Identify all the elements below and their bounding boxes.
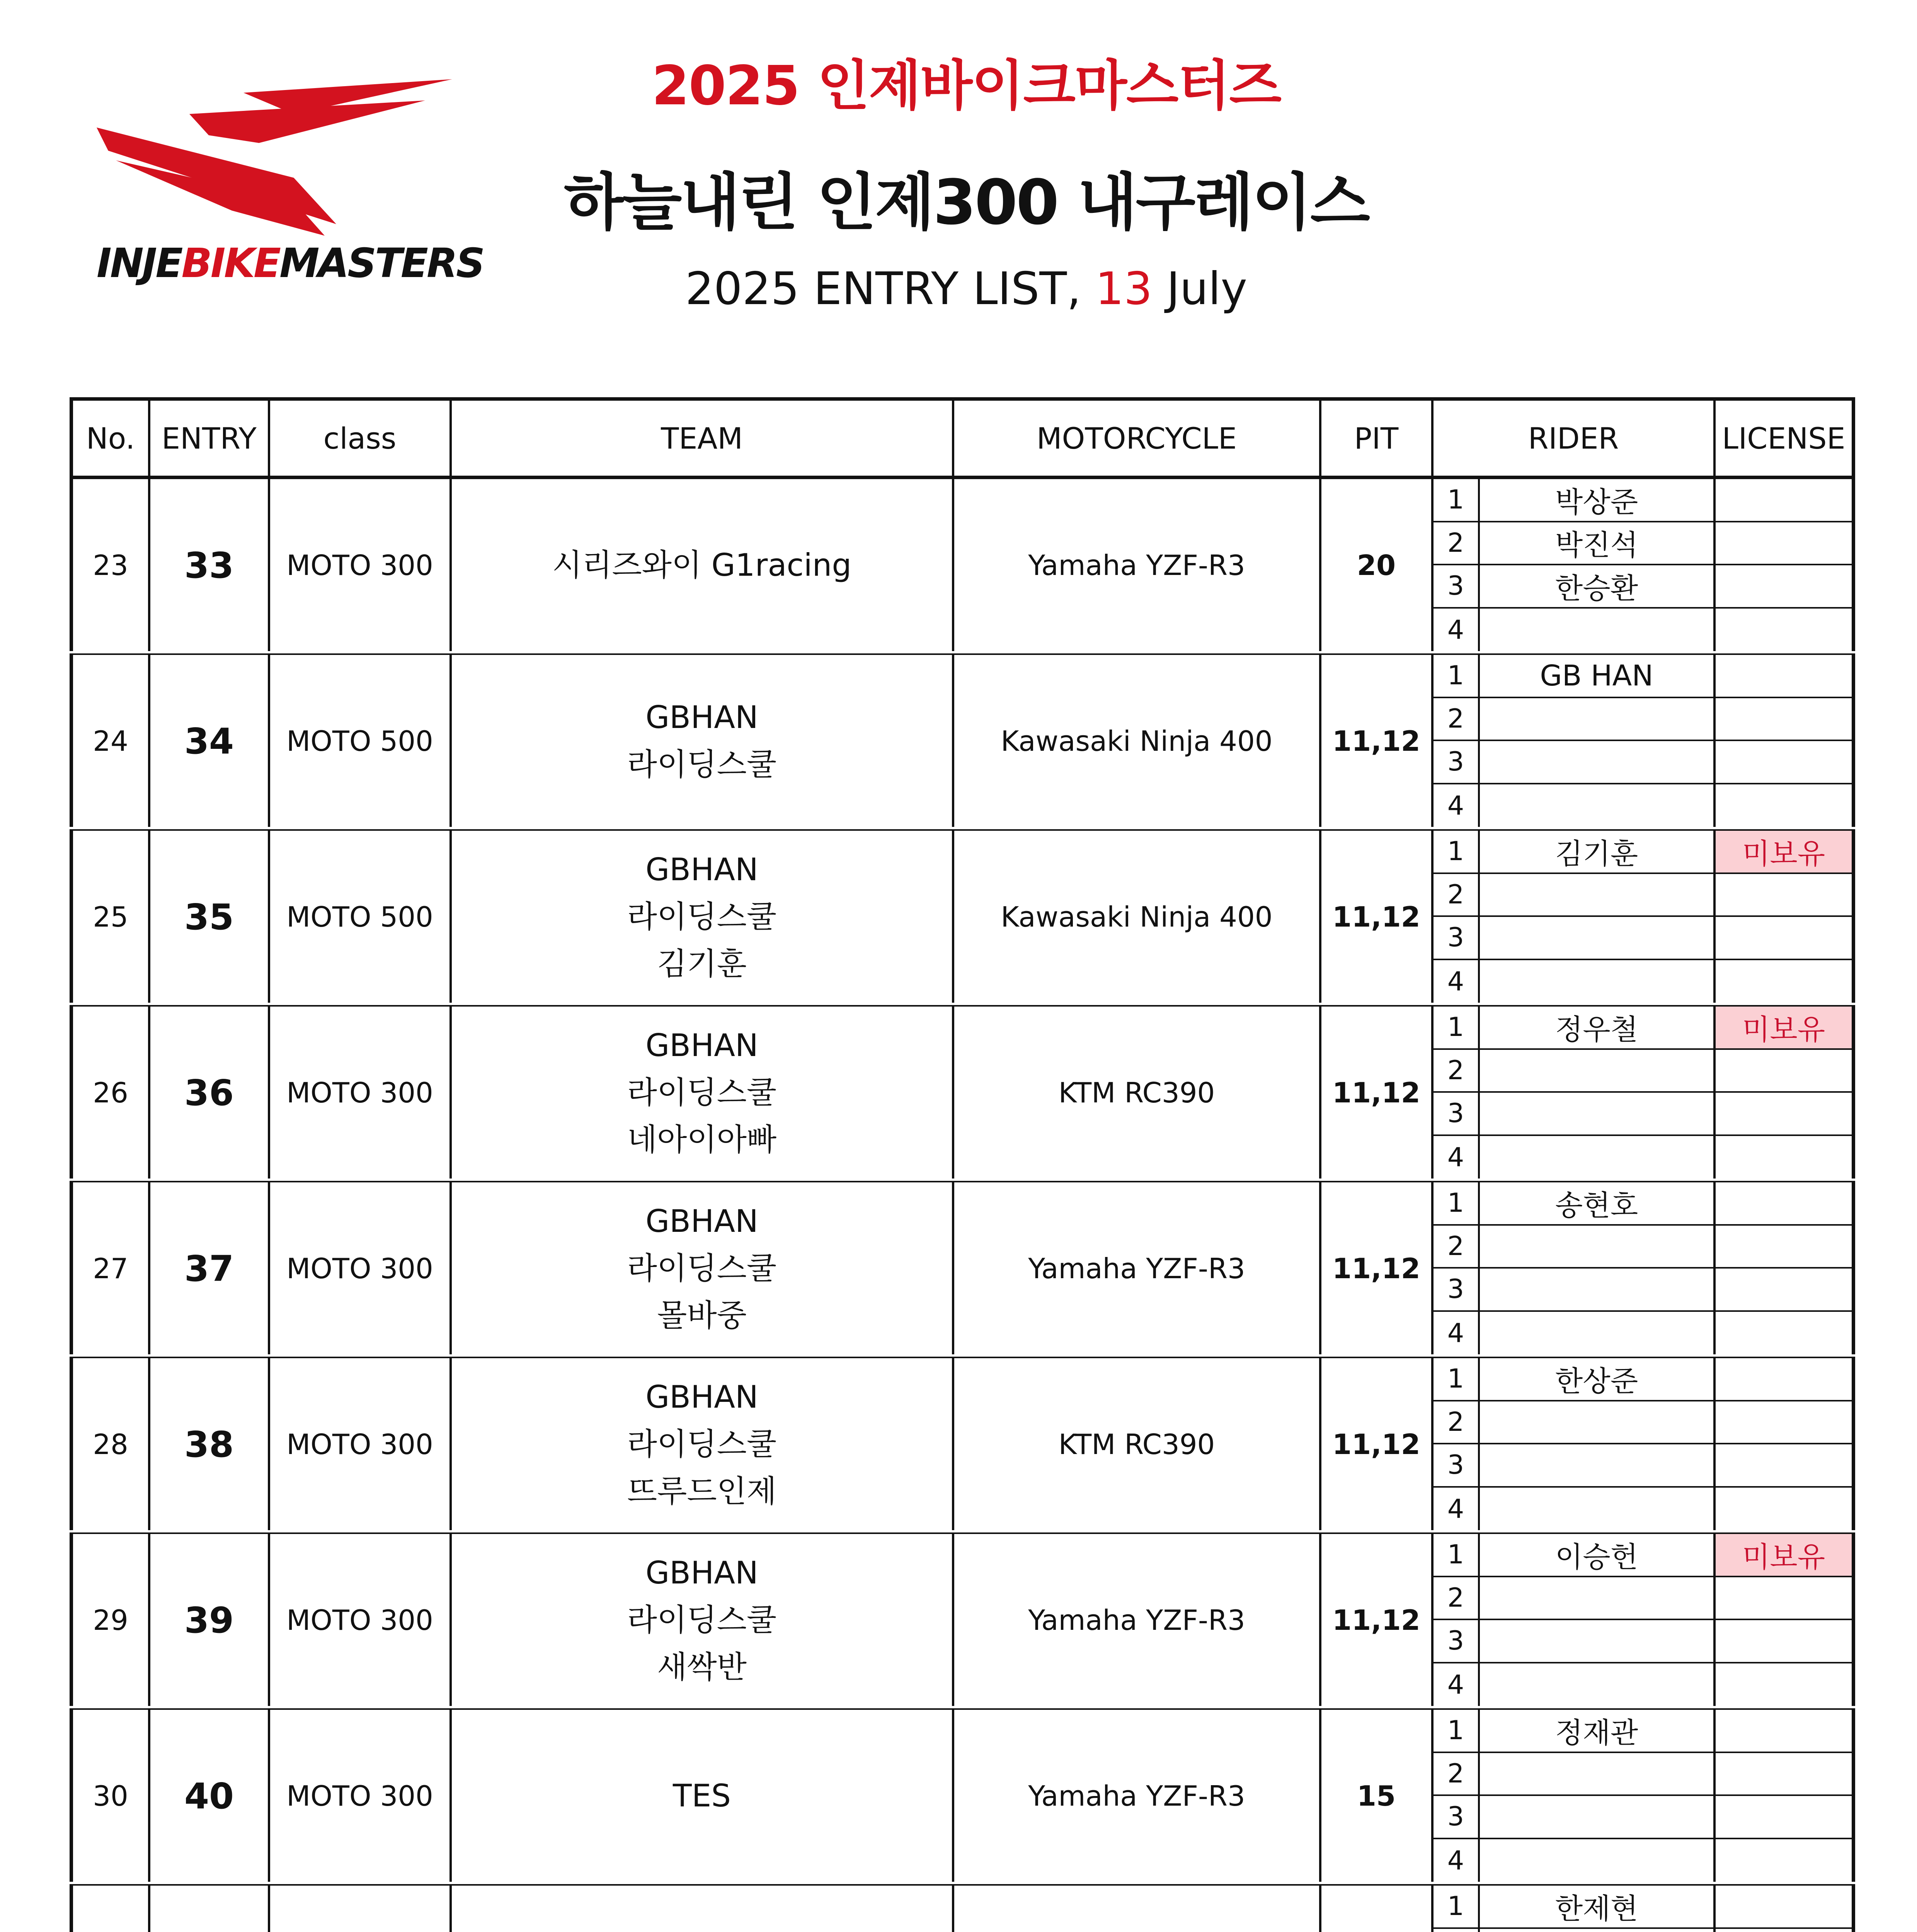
license-status [1716, 698, 1852, 740]
team-line: 라이딩스쿨 [627, 1250, 777, 1286]
rider-number: 3 [1433, 741, 1480, 783]
cell-class: MOTO 300 [270, 1007, 452, 1179]
cell-entry: 39 [150, 1534, 270, 1706]
cell-no: 25 [73, 831, 150, 1003]
table-row [70, 1534, 1855, 1710]
rider-row [1433, 1269, 1852, 1312]
rider-row [1433, 1620, 1852, 1663]
rider-number: 4 [1433, 960, 1480, 1003]
rider-row [1433, 1444, 1852, 1488]
rider-name [1480, 784, 1716, 828]
rider-row [1433, 1093, 1852, 1136]
rider-name [1480, 1226, 1716, 1267]
license-status [1716, 1710, 1852, 1752]
license-status [1716, 1226, 1852, 1267]
license-status [1716, 874, 1852, 916]
cell-pit: 11,12 [1321, 655, 1433, 827]
team-line: 몰바중 [657, 1298, 747, 1333]
logo-stripes-icon [93, 77, 464, 247]
cell-team [452, 1534, 954, 1706]
rider-name [1480, 960, 1716, 1003]
license-status: 미보유 [1716, 1007, 1852, 1048]
rider-row [1433, 1488, 1852, 1531]
license-status [1716, 1358, 1852, 1400]
rider-number: 3 [1433, 1444, 1480, 1486]
rider-name [1480, 1620, 1716, 1662]
injebikemasters-logo [93, 77, 484, 294]
rider-name [1480, 1577, 1716, 1619]
license-status [1716, 1929, 1852, 1932]
rider-number: 3 [1433, 1620, 1480, 1662]
cell-class: MOTO 500 [270, 831, 452, 1003]
rider-list [1433, 1182, 1852, 1355]
rider-row [1433, 741, 1852, 784]
rider-list [1433, 655, 1852, 827]
table-row [70, 1886, 1855, 1932]
rider-number: 4 [1433, 1312, 1480, 1355]
rider-row [1433, 1753, 1852, 1796]
team-line: 김기훈 [657, 946, 747, 982]
cell-class: MOTO 300 [270, 1710, 452, 1882]
rider-row [1433, 565, 1852, 609]
license-status [1716, 1136, 1852, 1179]
table-header [70, 397, 1855, 479]
table-row [70, 1710, 1855, 1886]
rider-number: 4 [1433, 784, 1480, 828]
team-line: GBHAN [645, 1555, 758, 1591]
cell-team [452, 1886, 954, 1932]
cell-no: 26 [73, 1007, 150, 1179]
entry-day: 13 [1095, 263, 1153, 315]
rider-name [1480, 609, 1716, 652]
col-no: No. [73, 401, 150, 476]
cell-class: MOTO 300 [270, 1534, 452, 1706]
rider-row [1433, 1534, 1852, 1577]
cell-motorcycle: Yamaha YZF-R3 [954, 479, 1321, 651]
rider-list [1433, 479, 1852, 651]
cell-class: MOTO 300 [270, 1182, 452, 1355]
license-status [1716, 522, 1852, 564]
license-status [1716, 479, 1852, 521]
cell-pit: 11,12 [1321, 1007, 1433, 1179]
rider-number: 1 [1433, 1710, 1480, 1752]
rider-number: 3 [1433, 917, 1480, 959]
rider-number: 3 [1433, 1269, 1480, 1310]
rider-row [1433, 874, 1852, 917]
cell-motorcycle: Yamaha YZF-R3 [954, 1534, 1321, 1706]
rider-row [1433, 831, 1852, 874]
rider-list [1433, 1007, 1852, 1179]
rider-name [1480, 1663, 1716, 1707]
rider-number: 2 [1433, 1401, 1480, 1443]
rider-row [1433, 1401, 1852, 1445]
license-status [1716, 1620, 1852, 1662]
rider-number: 1 [1433, 1358, 1480, 1400]
cell-entry [150, 1886, 270, 1932]
rider-name [1480, 1796, 1716, 1838]
cell-entry: 37 [150, 1182, 270, 1355]
col-rider: RIDER [1433, 401, 1716, 476]
cell-motorcycle: KTM RC390 [954, 1358, 1321, 1531]
license-status [1716, 1093, 1852, 1134]
license-status [1716, 1796, 1852, 1838]
entry-list-title: 2025 ENTRY LIST, 13 July [685, 263, 1248, 315]
rider-number: 2 [1433, 1753, 1480, 1795]
team-line: 라이딩스쿨 [627, 1602, 777, 1638]
event-title: 2025 인제바이크마스터즈 [652, 54, 1281, 117]
rider-row [1433, 1050, 1852, 1093]
cell-entry: 38 [150, 1358, 270, 1531]
logo-wordmark: INJEBIKEMASTERS [97, 240, 484, 287]
license-status: 미보유 [1716, 831, 1852, 872]
rider-name [1480, 874, 1716, 916]
cell-pit: 20 [1321, 479, 1433, 651]
rider-row [1433, 1839, 1852, 1883]
rider-row [1433, 1577, 1852, 1621]
license-status [1716, 1401, 1852, 1443]
rider-list [1433, 831, 1852, 1003]
rider-number: 4 [1433, 1136, 1480, 1179]
rider-number: 4 [1433, 1488, 1480, 1531]
cell-no: 24 [73, 655, 150, 827]
team-line: GBHAN [645, 699, 758, 735]
team-line: 라이딩스쿨 [627, 747, 777, 782]
rider-row [1433, 1182, 1852, 1226]
rider-list [1433, 1710, 1852, 1882]
license-status [1716, 1488, 1852, 1531]
rider-name [1480, 1050, 1716, 1092]
cell-no: 28 [73, 1358, 150, 1531]
rider-name: 송현호 [1480, 1182, 1716, 1224]
cell-no: 27 [73, 1182, 150, 1355]
table-row [70, 655, 1855, 831]
license-status [1716, 1269, 1852, 1310]
rider-row [1433, 1663, 1852, 1707]
col-team: TEAM [452, 401, 954, 476]
rider-name: 정재관 [1480, 1710, 1716, 1752]
rider-row [1433, 609, 1852, 652]
rider-name: 박진석 [1480, 522, 1716, 564]
rider-number: 2 [1433, 1577, 1480, 1619]
license-status [1716, 917, 1852, 959]
rider-number: 1 [1433, 1007, 1480, 1048]
rider-name [1480, 1269, 1716, 1310]
rider-name: 한상준 [1480, 1358, 1716, 1400]
rider-number: 2 [1433, 1226, 1480, 1267]
cell-motorcycle: Kawasaki Ninja 400 [954, 655, 1321, 827]
table-row [70, 1182, 1855, 1358]
cell-team [452, 1182, 954, 1355]
rider-number: 2 [1433, 874, 1480, 916]
table-row [70, 1358, 1855, 1534]
cell-pit: 11,12 [1321, 831, 1433, 1003]
rider-row [1433, 1929, 1852, 1932]
rider-row [1433, 960, 1852, 1003]
cell-pit: 11,12 [1321, 1182, 1433, 1355]
col-pit: PIT [1321, 401, 1433, 476]
cell-team [452, 1007, 954, 1179]
rider-number: 3 [1433, 1796, 1480, 1838]
table-row [70, 831, 1855, 1007]
license-status [1716, 565, 1852, 607]
cell-pit [1321, 1886, 1433, 1932]
rider-number: 2 [1433, 522, 1480, 564]
rider-name [1480, 1753, 1716, 1795]
cell-no: 23 [73, 479, 150, 651]
cell-entry: 36 [150, 1007, 270, 1179]
license-status [1716, 1312, 1852, 1355]
table-row [70, 479, 1855, 655]
cell-entry: 34 [150, 655, 270, 827]
rider-number: 1 [1433, 1886, 1480, 1927]
rider-name: GB HAN [1480, 655, 1716, 697]
cell-team [452, 1710, 954, 1882]
license-status [1716, 784, 1852, 828]
rider-row [1433, 1312, 1852, 1355]
rider-row [1433, 1358, 1852, 1401]
col-entry: ENTRY [150, 401, 270, 476]
team-line: GBHAN [645, 1027, 758, 1063]
rider-name [1480, 1312, 1716, 1355]
cell-team [452, 479, 954, 651]
team-line: TES [672, 1778, 731, 1814]
rider-name: 한제현 [1480, 1886, 1716, 1927]
rider-row [1433, 784, 1852, 828]
rider-list [1433, 1534, 1852, 1706]
license-status [1716, 960, 1852, 1003]
rider-number: 4 [1433, 609, 1480, 652]
rider-row [1433, 1796, 1852, 1839]
team-line: 시리즈와이 G1racing [552, 547, 852, 583]
license-status [1716, 1182, 1852, 1224]
cell-motorcycle: Yamaha YZF-R3 [954, 1182, 1321, 1355]
cell-entry: 33 [150, 479, 270, 651]
rider-number: 1 [1433, 479, 1480, 521]
cell-pit: 11,12 [1321, 1358, 1433, 1531]
cell-motorcycle: KTM RC390 [954, 1007, 1321, 1179]
team-line: GBHAN [645, 1203, 758, 1239]
race-title: 하늘내린 인제300 내구레이스 [564, 166, 1369, 238]
rider-name: 한승환 [1480, 565, 1716, 607]
rider-name [1480, 1401, 1716, 1443]
rider-name: 박상준 [1480, 479, 1716, 521]
rider-number: 4 [1433, 1839, 1480, 1883]
cell-entry: 40 [150, 1710, 270, 1882]
rider-row [1433, 1226, 1852, 1269]
license-status [1716, 1839, 1852, 1883]
rider-name [1480, 1444, 1716, 1486]
license-status [1716, 609, 1852, 652]
cell-class: MOTO 300 [270, 1358, 452, 1531]
cell-no: 30 [73, 1710, 150, 1882]
license-status [1716, 655, 1852, 697]
cell-motorcycle: Yamaha YZF-R3 [954, 1710, 1321, 1882]
rider-number: 3 [1433, 565, 1480, 607]
license-status [1716, 1050, 1852, 1092]
license-status: 미보유 [1716, 1534, 1852, 1576]
team-line: 라이딩스쿨 [627, 1426, 777, 1462]
license-status [1716, 1663, 1852, 1707]
rider-row [1433, 1007, 1852, 1050]
cell-team [452, 831, 954, 1003]
table-row [70, 1007, 1855, 1182]
cell-class: MOTO 500 [270, 655, 452, 827]
cell-class [270, 1886, 452, 1932]
rider-row [1433, 1886, 1852, 1929]
license-status [1716, 1444, 1852, 1486]
rider-row [1433, 1710, 1852, 1753]
license-status [1716, 1577, 1852, 1619]
rider-number: 2 [1433, 698, 1480, 740]
cell-entry: 35 [150, 831, 270, 1003]
license-status [1716, 741, 1852, 783]
rider-row [1433, 479, 1852, 522]
entry-table [70, 397, 1855, 1932]
team-line: GBHAN [645, 852, 758, 888]
cell-pit: 15 [1321, 1710, 1433, 1882]
team-line: 네아이아빠 [627, 1122, 777, 1158]
cell-team [452, 655, 954, 827]
cell-class: MOTO 300 [270, 479, 452, 651]
cell-pit: 11,12 [1321, 1534, 1433, 1706]
cell-motorcycle [954, 1886, 1321, 1932]
col-class: class [270, 401, 452, 476]
rider-name: 정우철 [1480, 1007, 1716, 1048]
rider-name [1480, 698, 1716, 740]
rider-name [1480, 1136, 1716, 1179]
rider-name [1480, 1839, 1716, 1883]
rider-name [1480, 1929, 1716, 1932]
rider-name: 김기훈 [1480, 831, 1716, 872]
team-line: 라이딩스쿨 [627, 1075, 777, 1111]
rider-number: 1 [1433, 1534, 1480, 1576]
rider-name [1480, 917, 1716, 959]
rider-number: 4 [1433, 1663, 1480, 1707]
team-line: GBHAN [645, 1379, 758, 1415]
team-line: 라이딩스쿨 [627, 899, 777, 935]
rider-row [1433, 1136, 1852, 1179]
rider-list [1433, 1886, 1852, 1932]
rider-number: 2 [1433, 1050, 1480, 1092]
team-line: 뜨루드인제 [627, 1473, 777, 1509]
col-motorcycle: MOTORCYCLE [954, 401, 1321, 476]
col-license: LICENSE [1722, 421, 1845, 456]
rider-number [1433, 1929, 1480, 1932]
rider-number: 1 [1433, 655, 1480, 697]
cell-team [452, 1358, 954, 1531]
rider-row [1433, 655, 1852, 698]
rider-name [1480, 1488, 1716, 1531]
rider-name [1480, 741, 1716, 783]
license-status [1716, 1753, 1852, 1795]
rider-number: 1 [1433, 831, 1480, 872]
rider-row [1433, 698, 1852, 742]
rider-name: 이승헌 [1480, 1534, 1716, 1576]
rider-name [1480, 1093, 1716, 1134]
cell-no: 29 [73, 1534, 150, 1706]
rider-row [1433, 917, 1852, 960]
rider-number: 1 [1433, 1182, 1480, 1224]
team-line: 새싹반 [657, 1649, 747, 1685]
rider-row [1433, 522, 1852, 566]
cell-motorcycle: Kawasaki Ninja 400 [954, 831, 1321, 1003]
rider-number: 3 [1433, 1093, 1480, 1134]
license-status [1716, 1886, 1852, 1927]
cell-no [73, 1886, 150, 1932]
rider-list [1433, 1358, 1852, 1531]
